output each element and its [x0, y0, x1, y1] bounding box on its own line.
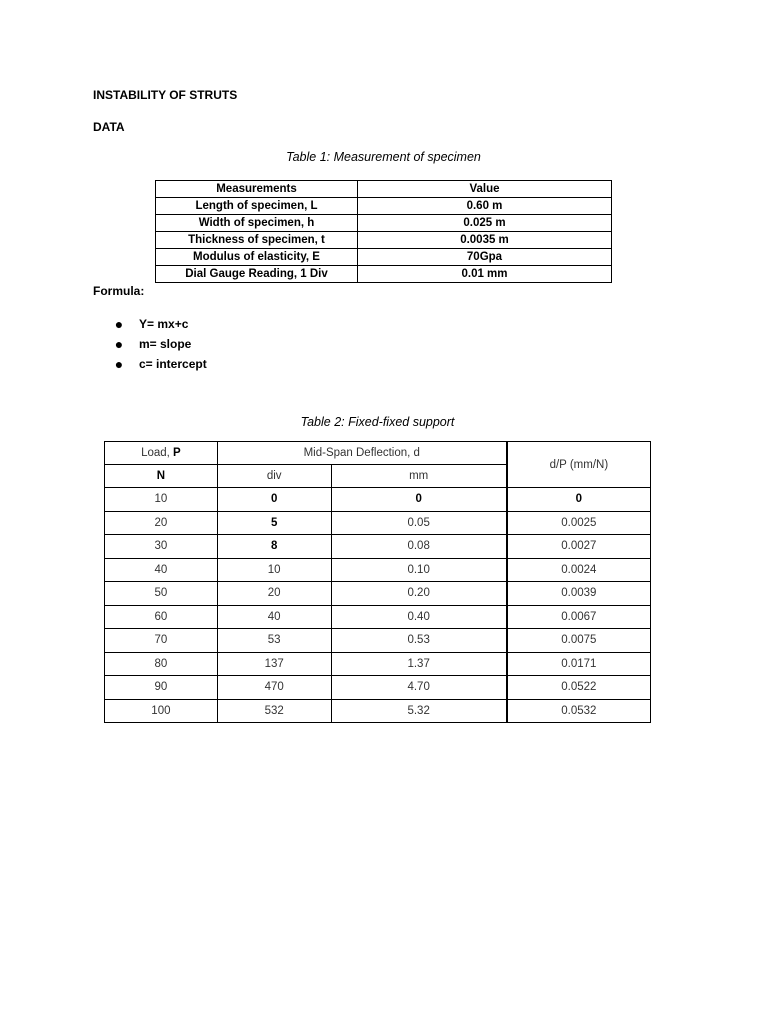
table-cell: 0.60 m	[358, 198, 612, 215]
specimen-table	[155, 180, 612, 283]
bullet-icon: ●	[114, 336, 124, 352]
table-cell: 8	[217, 535, 331, 559]
table-row	[105, 558, 651, 582]
table-cell: 0.10	[331, 558, 507, 582]
table-cell: 470	[217, 676, 331, 700]
table-cell: 0.0035 m	[358, 232, 612, 249]
header-cell: Value	[358, 181, 612, 198]
table-cell: 1.37	[331, 652, 507, 676]
unit-mm-cell: mm	[331, 465, 507, 488]
load-header-cell	[105, 442, 218, 465]
table-cell: 0	[507, 488, 651, 512]
table-cell: 100	[105, 699, 218, 723]
table-row	[105, 605, 651, 629]
table-cell: 0.0025	[507, 511, 651, 535]
table-cell: 70Gpa	[358, 249, 612, 266]
table-cell: 0.0027	[507, 535, 651, 559]
data-heading: DATA	[93, 120, 125, 134]
table-cell: 0.05	[331, 511, 507, 535]
table-row	[156, 249, 612, 266]
table-cell: 50	[105, 582, 218, 606]
table1-caption: Table 1: Measurement of specimen	[286, 150, 481, 164]
table-cell: 0.0532	[507, 699, 651, 723]
table-cell: 0.20	[331, 582, 507, 606]
bullet-icon: ●	[114, 316, 124, 332]
table-cell: 532	[217, 699, 331, 723]
table-cell: 90	[105, 676, 218, 700]
table-row	[105, 699, 651, 723]
table-cell: 10	[105, 488, 218, 512]
table-cell: Thickness of specimen, t	[156, 232, 358, 249]
list-item-text: Y= mx+c	[139, 317, 189, 331]
table-cell: 80	[105, 652, 218, 676]
table-cell: 0.0024	[507, 558, 651, 582]
load-header-label: Load,	[141, 447, 174, 459]
ratio-header-cell: d/P (mm/N)	[507, 442, 651, 488]
table-cell: Width of specimen, h	[156, 215, 358, 232]
table-cell: 0.0522	[507, 676, 651, 700]
table-row	[105, 511, 651, 535]
table-cell: 0.01 mm	[358, 266, 612, 283]
table-row	[105, 652, 651, 676]
table-row	[156, 215, 612, 232]
table-row	[156, 266, 612, 283]
table-cell: 0.53	[331, 629, 507, 653]
table-cell: 20	[105, 511, 218, 535]
table-cell: 70	[105, 629, 218, 653]
table-row	[156, 232, 612, 249]
table-cell: 0	[217, 488, 331, 512]
table-cell: 0.40	[331, 605, 507, 629]
table-cell: 40	[105, 558, 218, 582]
table-cell: 40	[217, 605, 331, 629]
deflection-header-cell: Mid-Span Deflection, d	[217, 442, 506, 465]
table-row	[105, 629, 651, 653]
table-cell: 60	[105, 605, 218, 629]
table-row	[105, 582, 651, 606]
table-cell: 137	[217, 652, 331, 676]
load-header-var: P	[173, 447, 181, 459]
unit-n-cell: N	[105, 465, 218, 488]
bullet-icon: ●	[114, 356, 124, 372]
fixed-fixed-table	[104, 441, 651, 723]
table-cell: 30	[105, 535, 218, 559]
list-item-text: c= intercept	[139, 357, 207, 371]
header-cell: Measurements	[156, 181, 358, 198]
table-row	[156, 198, 612, 215]
table-cell: 10	[217, 558, 331, 582]
table-cell: 0.025 m	[358, 215, 612, 232]
table-cell: Modulus of elasticity, E	[156, 249, 358, 266]
table-cell: 0.0067	[507, 605, 651, 629]
table-cell: 4.70	[331, 676, 507, 700]
table-cell: Length of specimen, L	[156, 198, 358, 215]
table-row	[105, 535, 651, 559]
table-row	[105, 488, 651, 512]
formula-label: Formula:	[93, 284, 145, 298]
table-cell: 20	[217, 582, 331, 606]
table-cell: 0.0171	[507, 652, 651, 676]
table-cell: 53	[217, 629, 331, 653]
page-title: INSTABILITY OF STRUTS	[93, 88, 238, 102]
table-cell: 5	[217, 511, 331, 535]
table2-caption: Table 2: Fixed-fixed support	[300, 415, 455, 429]
table-cell: 0.08	[331, 535, 507, 559]
table-cell: 0.0075	[507, 629, 651, 653]
table-cell: Dial Gauge Reading, 1 Div	[156, 266, 358, 283]
table-header-row	[105, 442, 651, 465]
table-cell: 5.32	[331, 699, 507, 723]
table-cell: 0	[331, 488, 507, 512]
list-item-text: m= slope	[139, 337, 192, 351]
table-row	[105, 676, 651, 700]
table-header-row	[156, 181, 612, 198]
unit-div-cell: div	[217, 465, 331, 488]
table-cell: 0.0039	[507, 582, 651, 606]
